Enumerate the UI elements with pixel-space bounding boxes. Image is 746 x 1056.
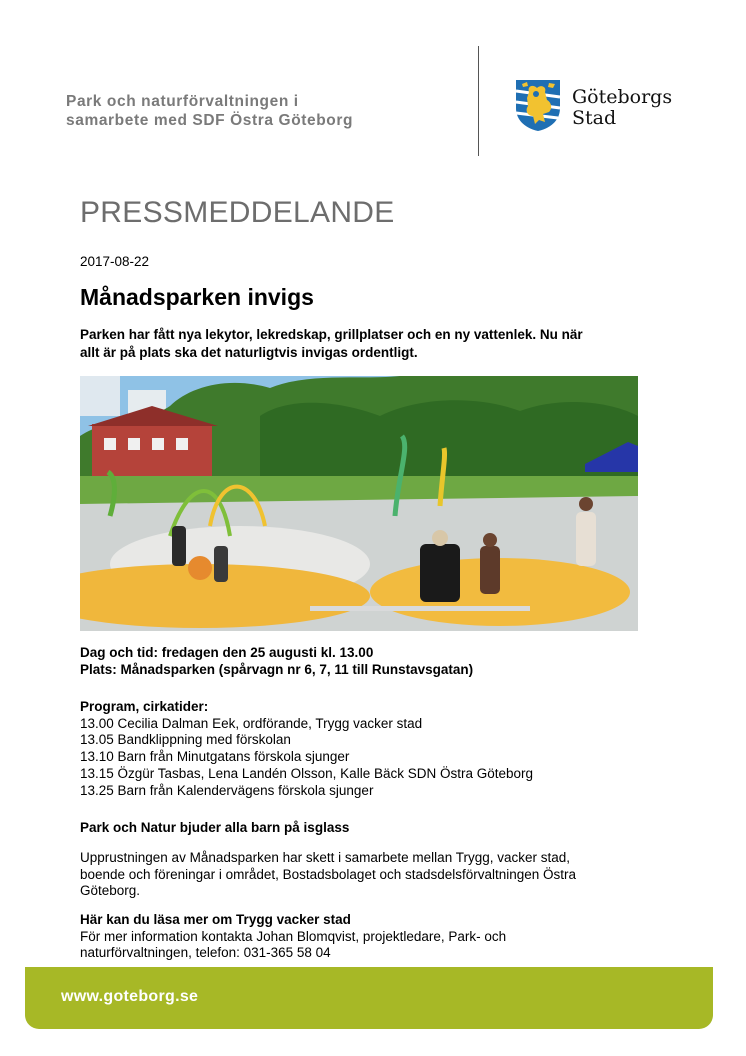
organization-line-1: Park och naturförvaltningen i	[66, 93, 299, 110]
more-info	[80, 912, 660, 962]
program-heading: Program, cirkatider:	[80, 699, 209, 714]
body-line-1: Upprustningen av Månadsparken har skett i samarbete mellan Trygg, vacker stad,	[80, 850, 570, 865]
event-place: Plats: Månadsparken (spårvagn nr 6, 7, 11 till Runstavsgatan)	[80, 661, 474, 677]
event-details	[80, 645, 660, 678]
release-date: 2017-08-22	[80, 254, 150, 269]
program-item: 13.05 Bandklippning med förskolan	[80, 732, 291, 748]
lead-paragraph	[80, 326, 660, 362]
program-section	[80, 699, 660, 799]
footer-bar	[25, 967, 713, 1029]
goteborg-coat-of-arms-icon	[513, 78, 563, 132]
header-divider	[478, 46, 479, 156]
event-time: Dag och tid: fredagen den 25 augusti kl. 13.00	[80, 645, 374, 660]
logo-line-1: Göteborgs	[572, 86, 673, 108]
organization-name	[66, 92, 466, 130]
logo-line-2: Stad	[572, 107, 617, 129]
contact-line-1: För mer information kontakta Johan Blomqvist, projektledare, Park- och	[80, 928, 507, 944]
program-item: 13.00 Cecilia Dalman Eek, ordförande, Trygg vacker stad	[80, 715, 423, 731]
body-line-3: Göteborg.	[80, 883, 141, 899]
website-link[interactable]: www.goteborg.se	[61, 988, 199, 1005]
body-line-2: boende och föreningar i området, Bostadsbolaget och stadsdelsförvaltningen Östra	[80, 866, 577, 882]
lead-line-2: allt är på plats ska det naturligtvis invigas ordentligt.	[80, 345, 418, 360]
program-item: 13.25 Barn från Kalendervägens förskola sjunger	[80, 782, 374, 798]
park-photo	[80, 376, 638, 631]
more-info-heading: Här kan du läsa mer om Trygg vacker stad	[80, 912, 351, 927]
program-item: 13.10 Barn från Minutgatans förskola sjunger	[80, 749, 350, 765]
logo-wordmark	[572, 87, 672, 129]
lead-line-1: Parken har fått nya lekytor, lekredskap, grillplatser och en ny vattenlek. Nu när	[80, 327, 583, 342]
contact-line-2: naturförvaltningen, telefon: 031-365 58 04	[80, 945, 331, 961]
organization-line-2: samarbete med SDF Östra Göteborg	[66, 112, 354, 129]
document-type: PRESSMEDDELANDE	[80, 196, 395, 229]
icecream-note: Park och Natur bjuder alla barn på isglass	[80, 820, 350, 835]
page-title: Månadsparken invigs	[80, 284, 314, 310]
body-paragraph	[80, 850, 660, 900]
program-item: 13.15 Özgür Tasbas, Lena Landén Olsson, Kalle Bäck SDN Östra Göteborg	[80, 765, 534, 781]
